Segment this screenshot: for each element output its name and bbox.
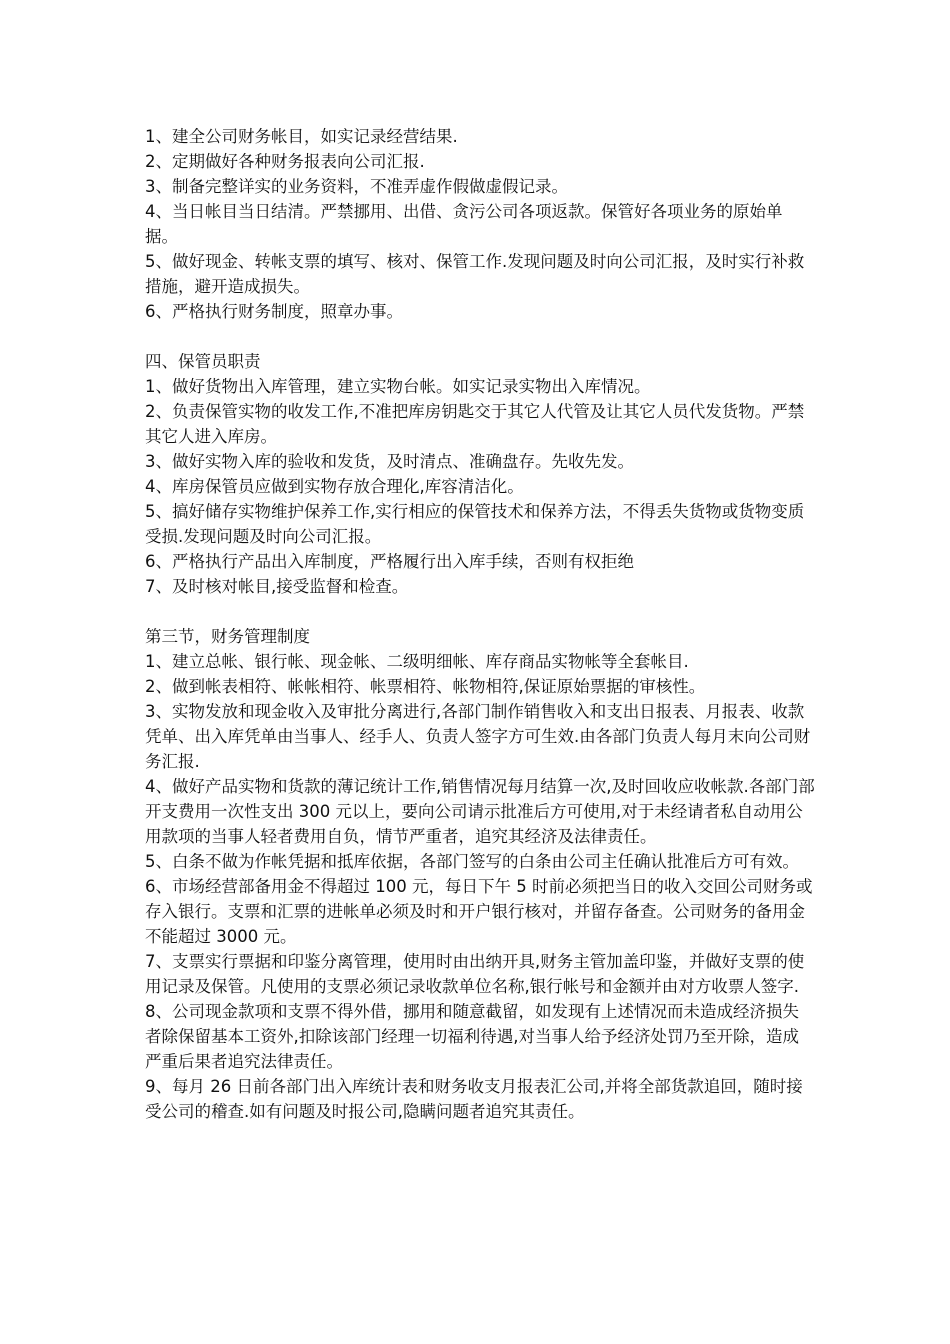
list-item: 3、做好实物入库的验收和发货，及时清点、准确盘存。先收先发。 (145, 452, 634, 471)
section-heading: 四、保管员职责 (145, 352, 261, 371)
list-item: 6、严格执行财务制度，照章办事。 (145, 302, 403, 321)
list-item: 2、定期做好各种财务报表向公司汇报. (145, 152, 425, 171)
list-item: 5、做好现金、转帐支票的填写、核对、保管工作.发现问题及时向公司汇报，及时实行补救措施，避开造成损失。 (145, 252, 805, 296)
list-item: 4、做好产品实物和货款的薄记统计工作,销售情况每月结算一次,及时回收应收帐款.各部门部开支费用一次性支出 300 元以上，要向公司请示批准后方可使用,对于未经请者私自动用公用款项的当事人轻者费用自负，情节严重者，追究其经济及法律责任。 (145, 777, 815, 846)
list-item: 5、白条不做为作帐凭据和抵库依据，各部门签写的白条由公司主任确认批准后方可有效。 (145, 852, 799, 871)
list-item: 9、每月 26 日前各部门出入库统计表和财务收支月报表汇公司,并将全部货款追回，随时接受公司的稽查.如有问题及时报公司,隐瞒问题者追究其责任。 (145, 1077, 803, 1121)
list-item: 2、负责保管实物的收发工作,不准把库房钥匙交于其它人代管及让其它人员代发货物。严禁其它人进入库房。 (145, 402, 805, 446)
list-item: 1、建立总帐、银行帐、现金帐、二级明细帐、库存商品实物帐等全套帐目. (145, 652, 689, 671)
section-heading: 第三节，财务管理制度 (145, 627, 310, 646)
list-item: 3、实物发放和现金收入及审批分离进行,各部门制作销售收入和支出日报表、月报表、收款凭单、出入库凭单由当事人、经手人、负责人签字方可生效.由各部门负责人每月末向公司财务汇报. (145, 702, 811, 771)
list-item: 7、支票实行票据和印鉴分离管理，使用时由出纳开具,财务主管加盖印鉴，并做好支票的使用记录及保管。凡使用的支票必须记录收款单位名称,银行帐号和金额并由对方收票人签字. (145, 952, 805, 996)
list-item: 2、做到帐表相符、帐帐相符、帐票相符、帐物相符,保证原始票据的审核性。 (145, 677, 706, 696)
list-item: 1、做好货物出入库管理，建立实物台帐。如实记录实物出入库情况。 (145, 377, 651, 396)
list-item: 7、及时核对帐目,接受监督和检查。 (145, 577, 409, 596)
finance-rules-section (145, 624, 815, 1124)
list-item: 3、制备完整详实的业务资料，不准弄虚作假做虚假记录。 (145, 177, 568, 196)
list-item: 8、公司现金款项和支票不得外借，挪用和随意截留，如发现有上述情况而未造成经济损失者除保留基本工资外,扣除该部门经理一切福利待遇,对当事人给予经济处罚乃至开除，造成严重后果者追究法律责任。 (145, 1002, 799, 1071)
list-item: 1、建全公司财务帐目，如实记录经营结果. (145, 127, 458, 146)
list-item: 6、市场经营部备用金不得超过 100 元，每日下午 5 时前必须把当日的收入交回公司财务或存入银行。支票和汇票的进帐单必须及时和开户银行核对，并留存备查。公司财务的备用金不能超过 3000 元。 (145, 877, 813, 946)
custodian-duties-section (145, 349, 815, 599)
list-item: 6、严格执行产品出入库制度，严格履行出入库手续，否则有权拒绝 (145, 552, 634, 571)
paragraph-gap (145, 324, 815, 349)
list-item: 4、当日帐目当日结清。严禁挪用、出借、贪污公司各项返款。保管好各项业务的原始单据。 (145, 202, 783, 246)
list-item: 5、搞好储存实物维护保养工作,实行相应的保管技术和保养方法，不得丢失货物或货物变质受损.发现问题及时向公司汇报。 (145, 502, 805, 546)
list-item: 4、库房保管员应做到实物存放合理化,库容清洁化。 (145, 477, 524, 496)
finance-duties-list (145, 124, 815, 324)
document-page (145, 124, 815, 1124)
paragraph-gap (145, 599, 815, 624)
